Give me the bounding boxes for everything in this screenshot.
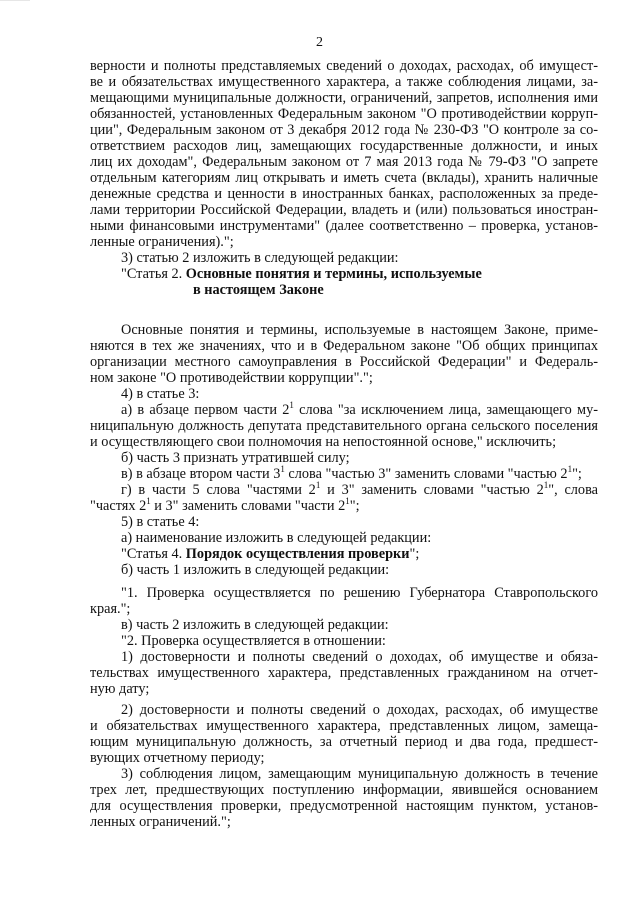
text-line: б) часть 1 изложить в следующей редакции: bbox=[121, 562, 390, 578]
text-line: ленные ограничения)."; bbox=[90, 234, 234, 250]
text-line: 5) в статье 4: bbox=[121, 514, 200, 530]
text-line: "Статья 4. Порядок осуществления проверки"; bbox=[121, 546, 420, 562]
text-line: "2. Проверка осуществляется в отношении: bbox=[121, 633, 386, 649]
text-line: ными финансовыми инструментами" (далее соответственно – проверка, установ- bbox=[90, 218, 598, 234]
text-line: 3) статью 2 изложить в следующей редакции: bbox=[121, 250, 399, 266]
text-line: ции", Федеральным законом от 3 декабря 2012 года № 230-ФЗ "О контроле за со- bbox=[90, 122, 598, 138]
text-line: для осуществления проверки, предусмотренной настоящим пунктом, установ- bbox=[90, 798, 598, 814]
text-line: г) в части 5 слова "частями $2^1$ и 3" заменить словами "частью $2^1$", слова bbox=[121, 480, 598, 498]
text-line: и осуществляющего свои полномочия на непостоянной основе," исключить; bbox=[90, 434, 557, 450]
text-line: края."; bbox=[90, 601, 131, 617]
text-line bbox=[193, 282, 324, 298]
article-heading: Основные понятия и термины, используемые bbox=[185, 266, 482, 282]
text-line: 4) в статье 3: bbox=[121, 386, 200, 402]
text-line: няются в тех же значениях, что и в Федеральном законе "Об общих принципах bbox=[90, 338, 598, 354]
text-line: Основные понятия и термины, используемые в настоящем Законе, приме- bbox=[121, 322, 598, 338]
text-line: трех лет, предшествующих поступлению информации, явившейся основанием bbox=[90, 782, 598, 798]
text-line: ном законе "О противодействии коррупции"."; bbox=[90, 370, 373, 386]
text-line: тельствах имущественного характера, представленных гражданином на отчет- bbox=[90, 665, 598, 681]
text-line: 2) достоверности и полноты сведений о доходах, расходах, об имуществе bbox=[121, 702, 598, 718]
text-line: вующих отчетному периоду; bbox=[90, 750, 265, 766]
page-number: 2 bbox=[316, 35, 323, 50]
text-line: лиц их доходам", Федеральным законом от 7 мая 2013 года № 79-ФЗ "О запрете bbox=[90, 154, 598, 170]
text-line: а) наименование изложить в следующей редакции: bbox=[121, 530, 432, 546]
text-line: ленных ограничений."; bbox=[90, 814, 231, 830]
text-line: обязанностей, установленных Федеральным законом "О противодействии корруп- bbox=[90, 106, 598, 122]
text-line: денежные средства и ценности в иностранных банках, расположенных за преде- bbox=[90, 186, 598, 202]
text-line: и обязательствах имущественного характера, представленных лицом, замеща- bbox=[90, 718, 598, 734]
text-line: ответствием расходов лиц, замещающих государственные должности, и иных bbox=[90, 138, 598, 154]
text-line: верности и полноты представляемых сведений о доходах, расходах, об имущест- bbox=[90, 58, 598, 74]
text-line: ниципальную должность депутата представительного органа сельского поселения bbox=[90, 418, 598, 434]
article-heading: в настоящем Законе bbox=[193, 282, 324, 298]
text-line: 3) соблюдения лицом, замещающим муниципальную должность в течение bbox=[121, 766, 598, 782]
scan-edge-mark bbox=[0, 0, 30, 5]
text-line: ную дату; bbox=[90, 681, 150, 697]
text-line: лами территории Российской Федерации, владеть и (или) пользоваться иностран- bbox=[90, 202, 598, 218]
text-line: отдельным категориям лиц открывать и иметь счета (вклады), хранить наличные bbox=[90, 170, 598, 186]
text-line: а) в абзаце первом части $2^1$ слова "за исключением лица, замещающего му- bbox=[121, 400, 598, 418]
article-heading: Порядок осуществления проверки bbox=[185, 546, 410, 562]
text-line: 1) достоверности и полноты сведений о доходах, об имуществе и обяза- bbox=[121, 649, 598, 665]
text-line: "частях $2^1$ и 3" заменить словами "части $2^1$"; bbox=[90, 496, 360, 514]
text-line: "Статья 2. Основные понятия и термины, используемые bbox=[121, 266, 482, 282]
text-line: "1. Проверка осуществляется по решению Губернатора Ставропольского bbox=[121, 585, 598, 601]
text-line: ве и обязательствах имущественного характера, а также соблюдения лицами, за- bbox=[90, 74, 598, 90]
text-line: в) в абзаце втором части $3^1$ слова "частью 3" заменить словами "частью $2^1$"; bbox=[121, 464, 582, 482]
text-line: в) часть 2 изложить в следующей редакции: bbox=[121, 617, 389, 633]
text-line: мещающими муниципальные должности, ограничений, запретов, исполнения ими bbox=[90, 90, 598, 106]
text-line: б) часть 3 признать утратившей силу; bbox=[121, 450, 350, 466]
text-line: организации местного самоуправления в Российской Федерации" и Федераль- bbox=[90, 354, 598, 370]
text-line: ющим муниципальную должность, за отчетный период и два года, предшест- bbox=[90, 734, 598, 750]
